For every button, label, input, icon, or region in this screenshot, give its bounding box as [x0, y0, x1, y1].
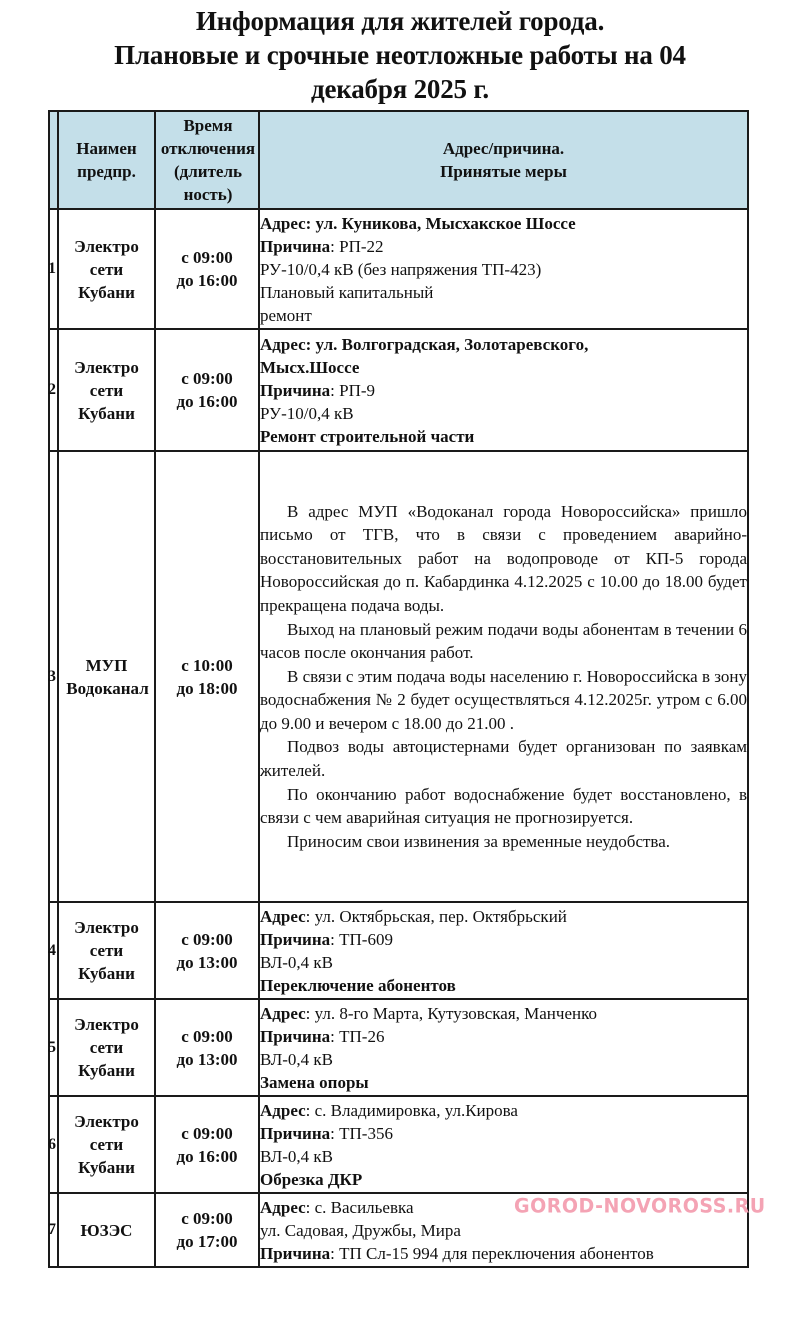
reason-label: Причина — [260, 380, 331, 400]
title-line-3: декабря 2025 г. — [311, 74, 489, 104]
measure: Переключение абонентов — [260, 975, 456, 995]
address-reason — [259, 902, 748, 999]
equipment: ВЛ-0,4 кВ — [260, 1146, 333, 1166]
reason-label: Причина — [260, 236, 331, 256]
measure-line-1: Плановый капитальный — [260, 282, 434, 302]
row-number: 4 — [49, 902, 58, 999]
table-row — [49, 1096, 748, 1193]
address-label: Адрес: — [260, 213, 312, 233]
organization: Электро сети Кубани — [58, 999, 155, 1096]
outage-time: с 10:00 до 18:00 — [155, 451, 259, 902]
equipment: РУ-10/0,4 кВ — [260, 403, 354, 423]
header-outage-time: Время отключения (длитель ность) — [155, 111, 259, 209]
address-value: : ул. Октябрьская, пер. Октябрьский — [305, 906, 567, 926]
address-line-1: Адрес: ул. Волгоградская, Золотаревского, — [260, 334, 589, 354]
row-number: 5 — [49, 999, 58, 1096]
address-value: : ул. 8-го Марта, Кутузовская, Манченко — [305, 1003, 597, 1023]
equipment: РУ-10/0,4 кВ (без напряжения ТП-423) — [260, 259, 542, 279]
table-row — [49, 902, 748, 999]
site-watermark: GOROD-NOVOROSS.RU — [514, 1194, 766, 1218]
organization: ЮЗЭС — [58, 1193, 155, 1267]
notice-paragraph: Приносим свои извинения за временные неудобства. — [287, 831, 671, 851]
reason-value: : ТП-609 — [330, 929, 393, 949]
organization: Электро сети Кубани — [58, 209, 155, 329]
water-notice — [259, 451, 748, 902]
address-reason — [259, 209, 748, 329]
header-address-reason: Адрес/причина. Принятые меры — [259, 111, 748, 209]
notice-paragraph: Подвоз воды автоцистернами будет организован по заявкам жителей. — [260, 737, 747, 781]
outage-time: с 09:00 до 13:00 — [155, 902, 259, 999]
row-number: 3 — [49, 451, 58, 902]
address-value: : с. Владимировка, ул.Кирова — [305, 1100, 518, 1120]
outage-time: с 09:00 до 13:00 — [155, 999, 259, 1096]
table-row — [49, 451, 748, 902]
measure-line-2: ремонт — [260, 305, 312, 325]
reason-label: Причина — [260, 1123, 331, 1143]
outage-time: с 09:00 до 16:00 — [155, 1096, 259, 1193]
reason-value: : ТП-356 — [330, 1123, 393, 1143]
address-reason — [259, 999, 748, 1096]
row-number: 6 — [49, 1096, 58, 1193]
table-row — [49, 209, 748, 329]
reason-label: Причина — [260, 1026, 331, 1046]
outage-schedule-table — [48, 110, 749, 1268]
organization: Электро сети Кубани — [58, 902, 155, 999]
row-number: 7 — [49, 1193, 58, 1267]
address-streets: ул. Садовая, Дружбы, Мира — [260, 1220, 461, 1240]
notice-paragraph: В адрес МУП «Водоканал города Новороссийска» пришло письмо от ТГВ, что в связи с проведением аварийно-восстановительных работ на водопроводе от КП-5 города Новороссийская до п. Кабардинка 4.12.2025 с 10.00 до 18.00 будет прекращена подача воды. — [260, 501, 747, 615]
outage-time: с 09:00 до 16:00 — [155, 329, 259, 451]
table-row — [49, 999, 748, 1096]
address-reason — [259, 329, 748, 451]
address-label: Адрес — [260, 1100, 306, 1120]
address-value: : с. Васильевка — [305, 1197, 414, 1217]
table-row — [49, 329, 748, 451]
row-number: 2 — [49, 329, 58, 451]
reason-value: : РП-22 — [330, 236, 384, 256]
notice-paragraph: Выход на плановый режим подачи воды абонентам в течении 6 часов после окончания работ. — [260, 619, 747, 663]
address-label: Адрес — [260, 906, 306, 926]
organization: Электро сети Кубани — [58, 1096, 155, 1193]
notice-paragraph: В связи с этим подача воды населению г. Новороссийска в зону водоснабжения № 2 будет осуществляться 4.12.2025г. утром с 6.00 до 9.00 и вечером с 18.00 до 21.00 . — [260, 666, 747, 733]
measure: Ремонт строительной части — [260, 426, 475, 446]
address-reason — [259, 1096, 748, 1193]
reason-value: : РП-9 — [330, 380, 376, 400]
organization: МУП Водоканал — [58, 451, 155, 902]
page-title — [0, 4, 800, 106]
measure: Обрезка ДКР — [260, 1169, 363, 1189]
equipment: ВЛ-0,4 кВ — [260, 1049, 333, 1069]
reason-value: : ТП-26 — [330, 1026, 385, 1046]
reason-label: Причина — [260, 1243, 331, 1263]
address-label: Адрес — [260, 1197, 306, 1217]
outage-time: с 09:00 до 17:00 — [155, 1193, 259, 1267]
header-organization: Наимен предпр. — [58, 111, 155, 209]
address-line-2: Мысх.Шоссе — [260, 357, 360, 377]
address-label: Адрес — [260, 1003, 306, 1023]
row-number: 1 — [49, 209, 58, 329]
reason-value: : ТП Сл-15 994 для переключения абонентов — [330, 1243, 654, 1263]
outage-time: с 09:00 до 16:00 — [155, 209, 259, 329]
reason-label: Причина — [260, 929, 331, 949]
header-number — [49, 111, 58, 209]
measure: Замена опоры — [260, 1072, 369, 1092]
equipment: ВЛ-0,4 кВ — [260, 952, 333, 972]
table-header-row — [49, 111, 748, 209]
notice-paragraph: По окончанию работ водоснабжение будет восстановлено, в связи с чем аварийная ситуация не прогнозируется. — [260, 784, 747, 828]
address-value: ул. Куникова, Мысхакское Шоссе — [311, 213, 576, 233]
title-line-2: Плановые и срочные неотложные работы на 04 — [114, 40, 686, 70]
title-line-1: Информация для жителей города. — [195, 6, 605, 36]
organization: Электро сети Кубани — [58, 329, 155, 451]
